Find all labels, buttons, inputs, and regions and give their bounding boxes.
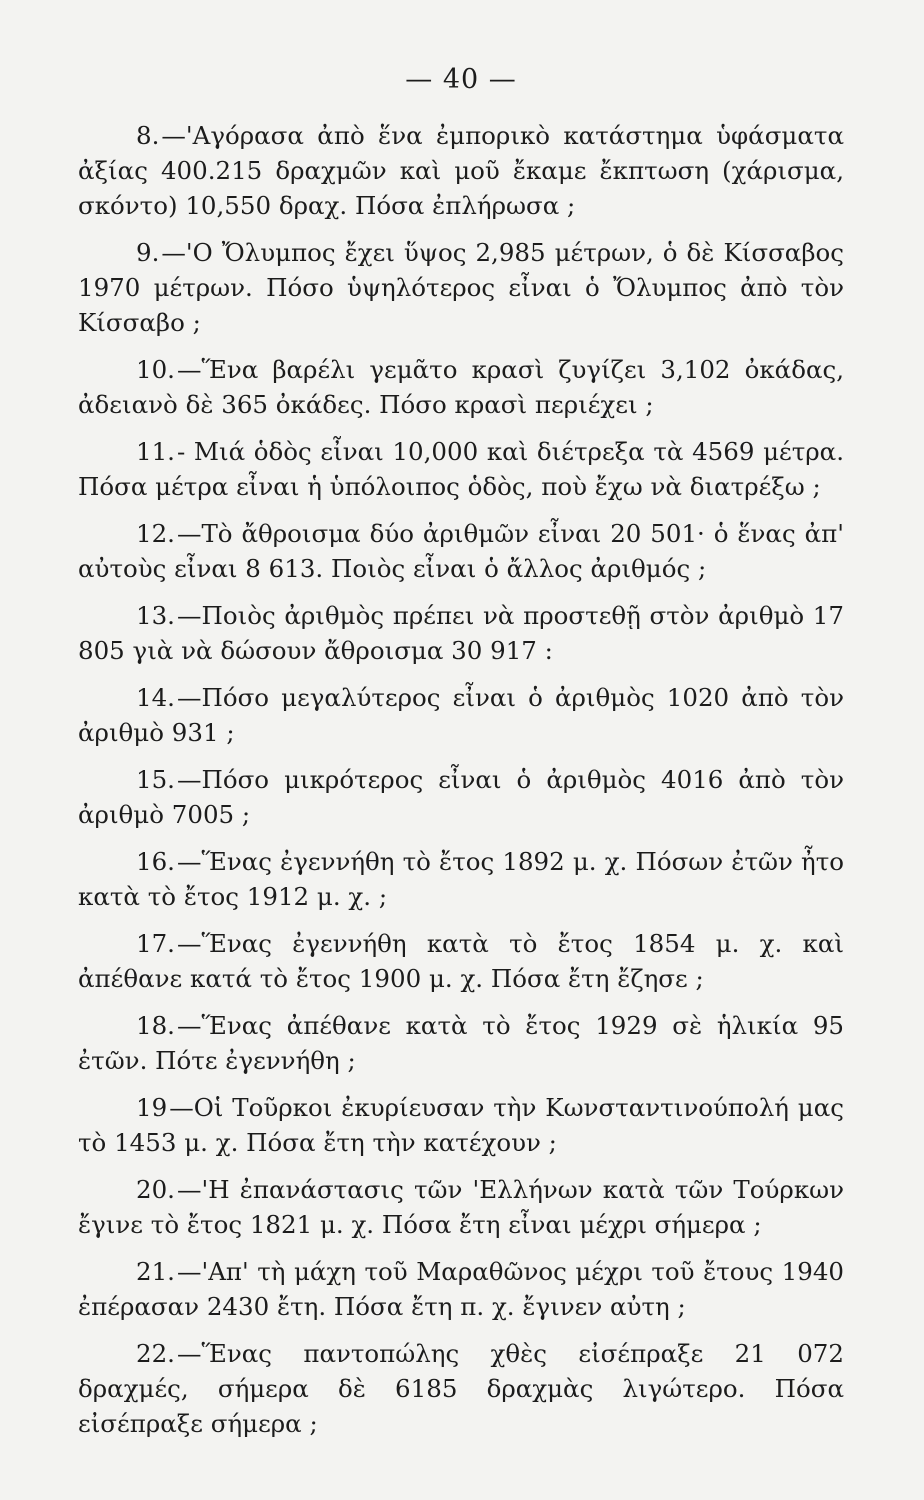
problem-list [78,118,844,1441]
problem-number: 19 [136,1093,168,1122]
problem-text: —'Αγόρασα ἀπὸ ἕνα ἐμπορικὸ κατάστημα ὑφάσματα ἀξίας 400.215 δραχμῶν καὶ μοῦ ἔκαμε ἔκπτωση (χάρισμα, σκόντο) 10,550 δραχ. Πόσα ἐπλήρωσα ; [78,121,844,220]
problem-text: —Οἱ Τοῦρκοι ἐκυρίευσαν τὴν Κωνσταντινούπολή μας τὸ 1453 μ. χ. Πόσα ἔτη τὴν κατέχουν ; [78,1093,844,1157]
problem-number: 18. [136,1011,175,1040]
problem-text: —Ἕνας ἀπέθανε κατὰ τὸ ἔτος 1929 σὲ ἡλικία 95 ἐτῶν. Πότε ἐγεννήθη ; [78,1011,844,1075]
problem-22 [78,1336,844,1441]
problem-number: 12. [136,519,175,548]
problem-11 [78,434,844,504]
problem-text: —Ποιὸς ἀριθμὸς πρέπει νὰ προστεθῇ στὸν ἀριθμὸ 17 805 γιὰ νὰ δώσουν ἄθροισμα 30 917 : [78,601,844,665]
problem-16 [78,844,844,914]
problem-number: 20. [136,1175,175,1204]
problem-number: 22. [136,1339,175,1368]
page-number: — 40 — [405,64,517,95]
problem-number: 13. [136,601,175,630]
problem-9 [78,235,844,340]
problem-number: 15. [136,765,175,794]
problem-18 [78,1008,844,1078]
problem-text: —Ἕνας ἐγεννήθη τὸ ἔτος 1892 μ. χ. Πόσων ἐτῶν ἦτο κατὰ τὸ ἔτος 1912 μ. χ. ; [78,847,844,911]
problem-text: —Πόσο μεγαλύτερος εἶναι ὁ ἀριθμὸς 1020 ἀπὸ τὸν ἀριθμὸ 931 ; [78,683,844,747]
problem-number: 9. [136,238,160,267]
problem-15 [78,762,844,832]
problem-text: —Ἕνας ἐγεννήθη κατὰ τὸ ἔτος 1854 μ. χ. καὶ ἀπέθανε κατά τὸ ἔτος 1900 μ. χ. Πόσα ἔτη ἔζησε ; [78,929,844,993]
problem-number: 8. [136,121,160,150]
problem-text: —Ἕνα βαρέλι γεμᾶτο κρασὶ ζυγίζει 3,102 ὀκάδας, ἀδειανὸ δὲ 365 ὀκάδες. Πόσο κρασὶ περιέχει ; [78,355,844,419]
problem-20 [78,1172,844,1242]
problem-text: —Τὸ ἄθροισμα δύο ἀριθμῶν εἶναι 20 501· ὁ ἕνας ἀπ' αὐτοὺς εἶναι 8 613. Ποιὸς εἶναι ὁ ἄλλος ἀριθμός ; [78,519,844,583]
problem-13 [78,598,844,668]
problem-number: 21. [136,1257,175,1286]
problem-19 [78,1090,844,1160]
problem-8 [78,118,844,223]
problem-12 [78,516,844,586]
problem-text: —'Ο Ὄλυμπος ἔχει ὕψος 2,985 μέτρων, ὁ δὲ Κίσσαβος 1970 μέτρων. Πόσο ὑψηλότερος εἶναι ὁ Ὄλυμπος ἀπὸ τὸν Κίσσαβο ; [78,238,844,337]
problem-text: —Πόσο μικρότερος εἶναι ὁ ἀριθμὸς 4016 ἀπὸ τὸν ἀριθμὸ 7005 ; [78,765,844,829]
problem-number: 16. [136,847,175,876]
problem-21 [78,1254,844,1324]
problem-number: 10. [136,355,175,384]
problem-text: - Μιά ὁδὸς εἶναι 10,000 καὶ διέτρεξα τὰ 4569 μέτρα. Πόσα μέτρα εἶναι ἡ ὑπόλοιπος ὁδὸς, ποὺ ἔχω νὰ διατρέξω ; [78,437,844,501]
problem-17 [78,926,844,996]
problem-number: 17. [136,929,175,958]
problem-10 [78,352,844,422]
problem-text: —'Η ἐπανάστασις τῶν 'Ελλήνων κατὰ τῶν Τούρκων ἔγινε τὸ ἔτος 1821 μ. χ. Πόσα ἔτη εἶναι μέχρι σήμερα ; [78,1175,844,1239]
problem-number: 14. [136,683,175,712]
problem-number: 11. [136,437,175,466]
problem-text: —'Απ' τὴ μάχη τοῦ Μαραθῶνος μέχρι τοῦ ἔτους 1940 ἐπέρασαν 2430 ἔτη. Πόσα ἔτη π. χ. ἔγινεν αὐτη ; [78,1257,844,1321]
problem-14 [78,680,844,750]
problem-text: —Ἕνας παντοπώλης χθὲς εἰσέπραξε 21 072 δραχμές, σήμερα δὲ 6185 δραχμὰς λιγώτερο. Πόσα εἰσέπραξε σήμερα ; [78,1339,844,1438]
